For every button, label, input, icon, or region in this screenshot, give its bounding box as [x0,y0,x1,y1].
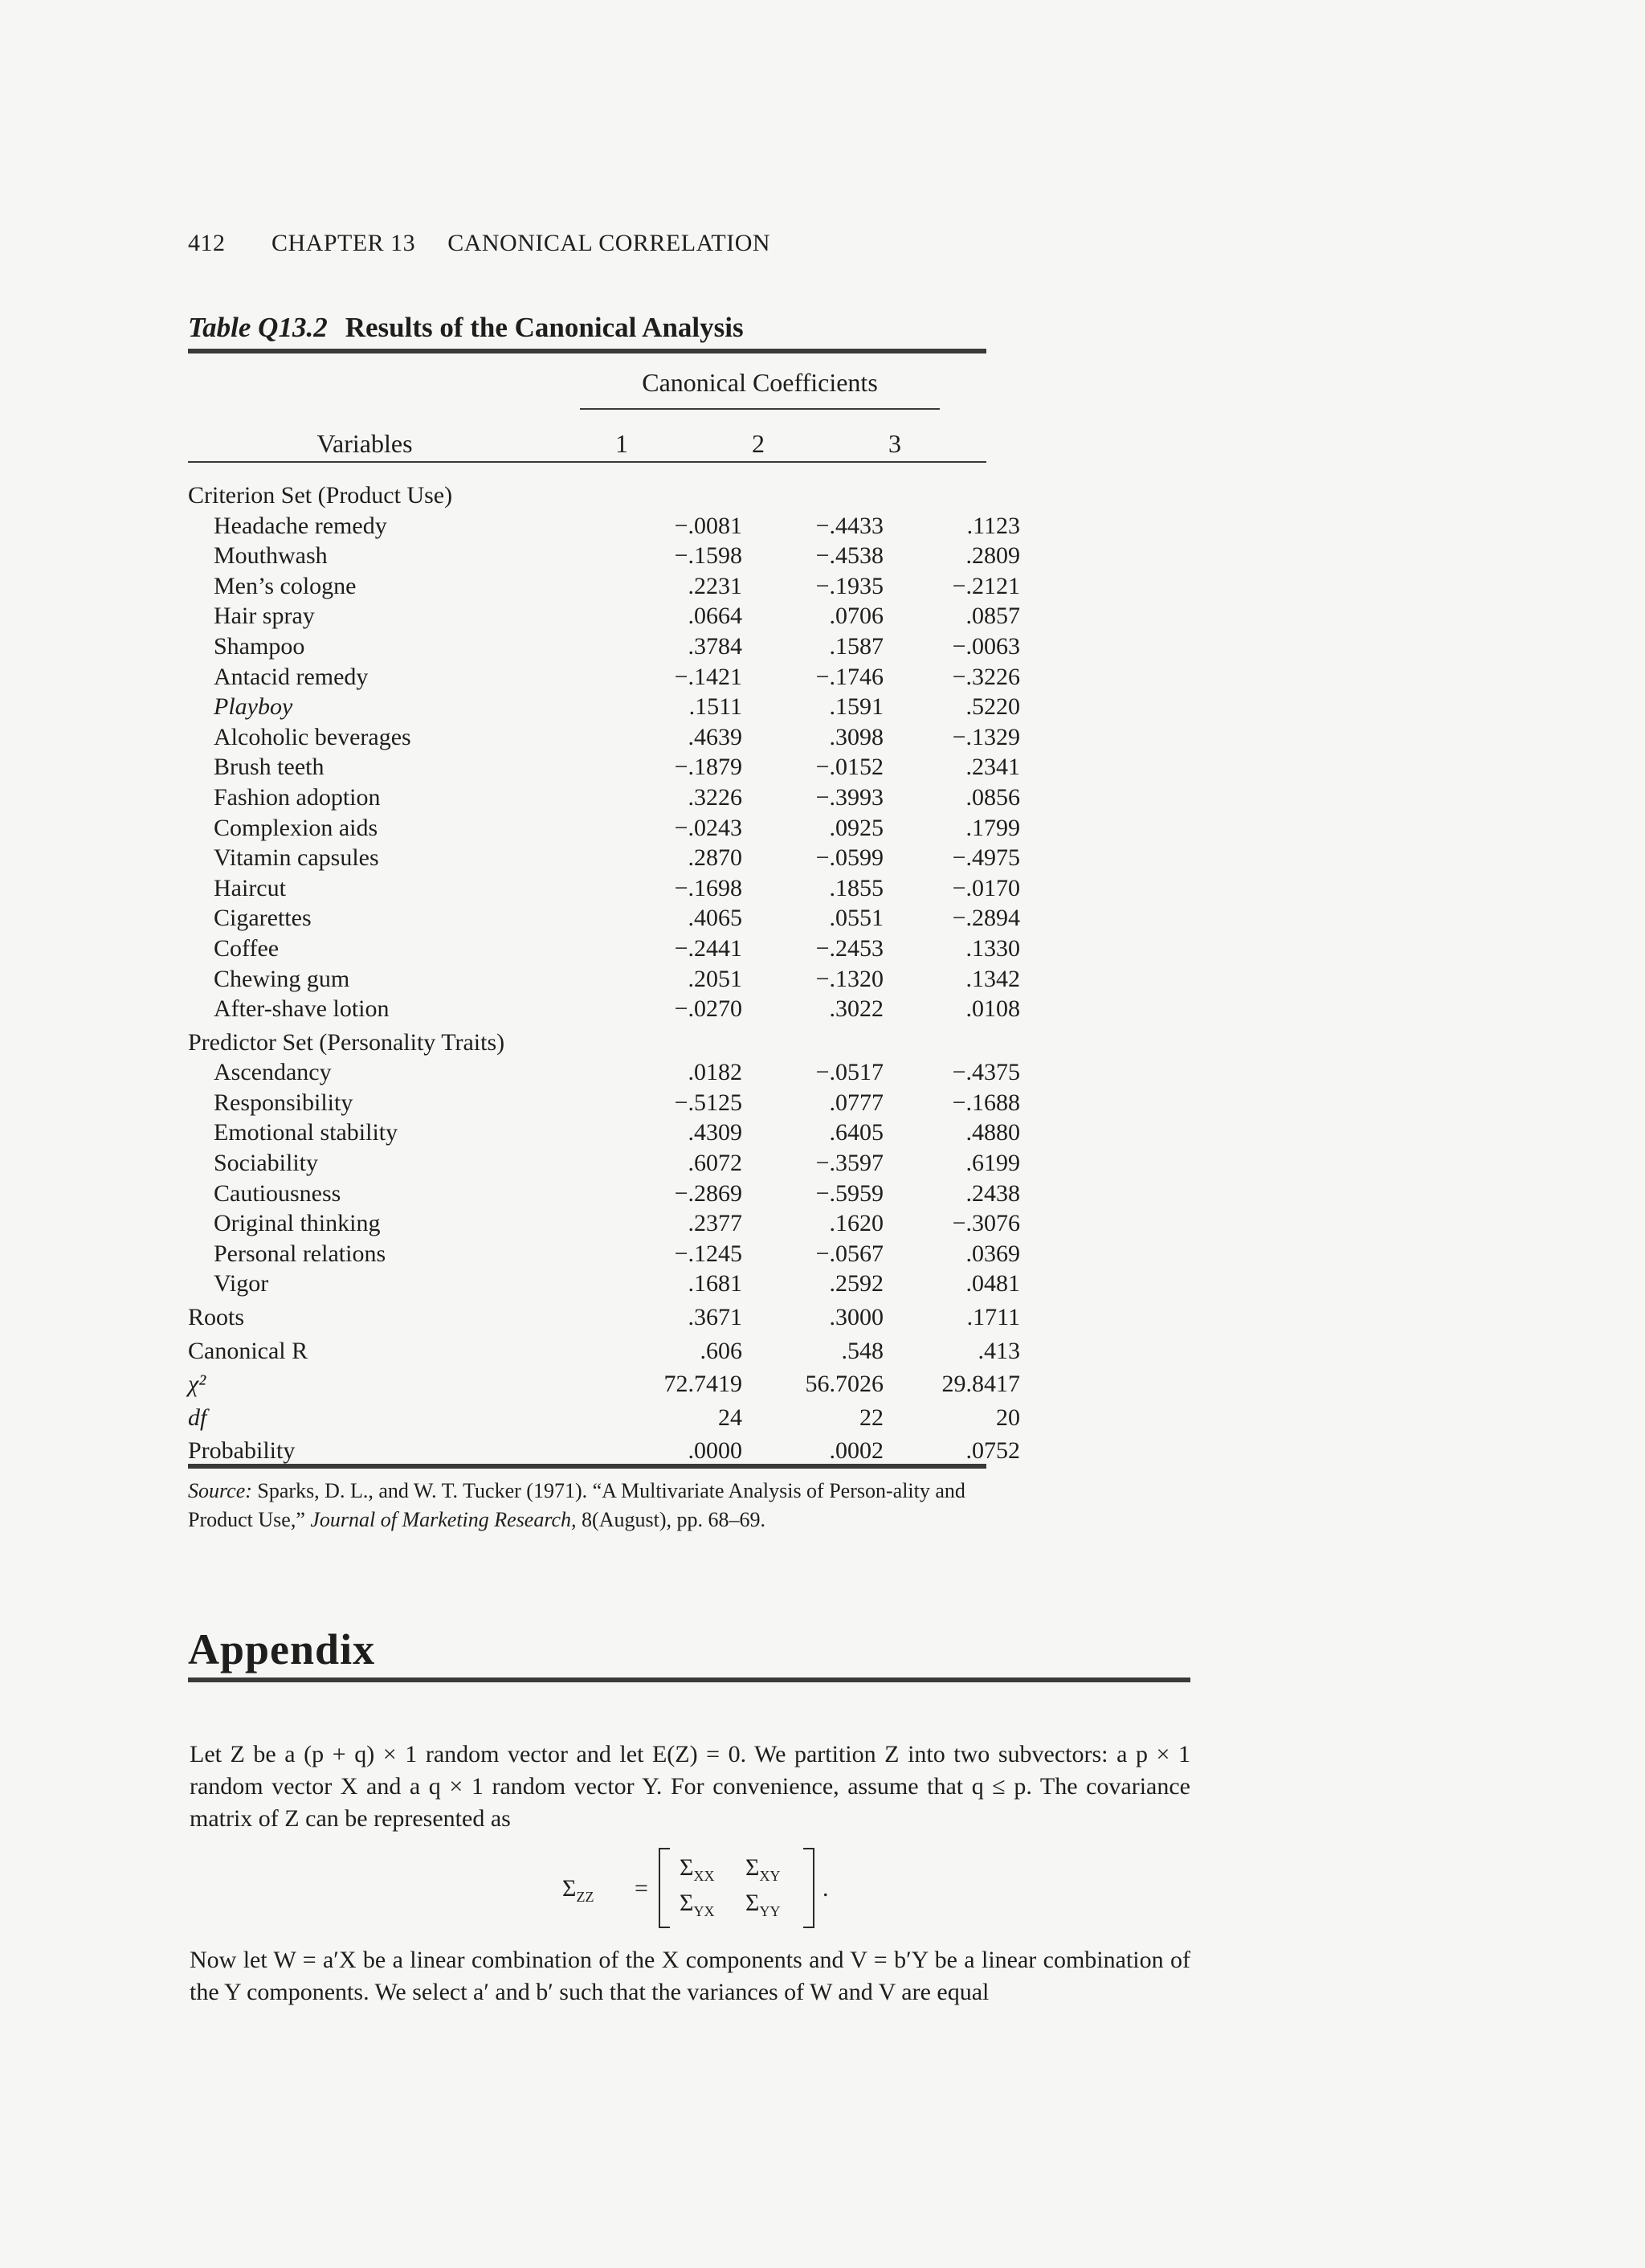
page-number: 412 [188,230,226,256]
coefficient-cell-2: −.1320 [815,965,884,992]
header-bottom-rule [188,461,986,463]
coefficient-cell-2: .1591 [829,693,884,721]
coefficient-cell-3: −.3226 [952,663,1020,690]
table-row [188,994,1020,1024]
coefficient-cell-1: −.0243 [674,814,742,841]
row-label: Vitamin capsules [214,844,379,872]
coefficient-cell-1: .1681 [688,1270,742,1297]
row-label: Cautiousness [214,1179,341,1207]
coefficient-cell-1: −.1698 [674,874,742,901]
coefficient-cell-3: .2809 [965,542,1020,570]
appendix-paragraph-2: Now let W = a′X be a linear combination of the X components and V = b′Y be a linear combination of the Y components. We select a′ and b′ such that the variances of W and V are equal [190,1947,1190,2005]
coefficient-cell-2: .0777 [829,1089,884,1116]
row-label: Ascendancy [214,1059,332,1086]
row-label: Emotional stability [214,1119,398,1146]
table-row [188,1057,1020,1088]
coefficient-cell-1: −.2441 [674,934,742,962]
coefficient-cell-3: −.1688 [952,1089,1020,1116]
table-row [188,631,1020,662]
column-header-1: 1 [615,429,628,458]
coefficient-cell-2: .1620 [829,1210,884,1237]
coefficient-cell-3: .0752 [965,1437,1020,1465]
table-row [188,541,1020,571]
row-label: Complexion aids [214,814,378,841]
variables-header: Variables [316,429,413,458]
coefficient-cell-3: .0856 [965,783,1020,811]
coefficient-cell-2: −.0567 [815,1240,884,1267]
coefficient-cell-3: .1342 [965,965,1020,992]
table-row [188,662,1020,693]
chapter-title: CANONICAL CORRELATION [447,230,771,256]
table-row [188,934,1020,964]
table-group-row [188,1436,1020,1466]
coefficient-cell-2: .1855 [829,874,884,901]
equation-period: . [822,1875,829,1902]
coefficient-cell-3: 20 [996,1404,1020,1431]
coefficient-cell-1: .606 [700,1337,742,1364]
appendix-rule [188,1678,1190,1682]
matrix-cell-xx: $\Sigma_{XX}$ [680,1854,715,1884]
table-body [188,480,1020,1466]
row-label: Fashion adoption [214,783,381,811]
matrix-cell-yx: $\Sigma_{YX}$ [680,1890,715,1919]
coefficient-cell-1: .0664 [688,603,742,630]
coefficient-cell-3: .2341 [965,754,1020,781]
coefficient-cell-3: .1711 [966,1304,1020,1331]
coefficient-cell-1: −.0270 [674,995,742,1023]
coefficient-cell-3: .1123 [966,512,1020,539]
table-label: Table Q13.2 [188,312,328,343]
row-label: Shampoo [214,632,305,660]
table-caption: Results of the Canonical Analysis [345,312,744,343]
coefficient-cell-3: .0108 [965,995,1020,1023]
table-row [188,511,1020,541]
equals-sign: = [635,1875,648,1902]
table-row [188,722,1020,753]
coefficient-cell-2: .3022 [829,995,884,1023]
source-authors: Sparks, D. L., and W. T. Tucker (1971). “A Multivariate Analysis of Person-ality and Product Use,” [188,1479,965,1531]
row-label: Brush teeth [214,754,325,781]
table-bottom-rule [188,1464,986,1469]
chapter-label: CHAPTER 13 [271,230,416,256]
coefficient-cell-2: 22 [859,1404,884,1431]
coefficient-cell-1: −.1598 [674,542,742,570]
table-group-row [188,1336,1020,1367]
row-label: Criterion Set (Product Use) [188,482,453,509]
table-top-rule [188,349,986,353]
coefficient-cell-1: −.5125 [674,1089,742,1116]
row-label: Playboy [214,693,293,721]
coefficient-cell-2: .0706 [829,603,884,630]
matrix-cell-xy: $\Sigma_{XY}$ [745,1854,781,1884]
coefficient-cell-2: −.0152 [815,754,884,781]
coefficient-cell-3: .0857 [965,603,1020,630]
span-header-rule [580,408,940,410]
row-label: Alcoholic beverages [214,723,411,750]
coefficient-cell-3: −.4975 [952,844,1020,872]
coefficient-cell-3: −.2121 [952,572,1020,599]
table-row [188,601,1020,631]
coefficient-cell-2: .3000 [829,1304,884,1331]
matrix-cell-yy: $\Sigma_{YY}$ [745,1890,781,1919]
coefficient-cell-1: .3226 [688,783,742,811]
column-header-2: 2 [752,429,765,458]
coefficient-cell-2: .2592 [829,1270,884,1297]
coefficient-cell-1: .0000 [688,1437,742,1465]
row-label: Men’s cologne [214,572,357,599]
coefficient-cell-1: −.2869 [674,1179,742,1207]
table-source-note [188,1477,986,1534]
table-row [188,752,1020,783]
table-row [188,1208,1020,1239]
row-label: Headache remedy [214,512,387,539]
coefficient-cell-2: .3098 [829,723,884,750]
right-bracket [803,1848,814,1928]
coefficient-cell-2: −.1746 [815,663,884,690]
coefficient-cell-3: .413 [978,1337,1020,1364]
coefficient-cell-2: −.3597 [815,1150,884,1177]
coefficient-cell-1: .2870 [688,844,742,872]
coefficient-cell-1: .2377 [688,1210,742,1237]
coefficient-cell-1: −.0081 [674,512,742,539]
table-row [188,1179,1020,1209]
coefficient-cell-3: .1799 [965,814,1020,841]
coefficient-cell-1: .0182 [688,1059,742,1086]
coefficient-cell-2: −.0517 [815,1059,884,1086]
row-label: Personal relations [214,1240,386,1267]
table-row [188,1148,1020,1179]
table-row [188,783,1020,813]
coefficient-cell-2: .0925 [829,814,884,841]
row-label: df [188,1404,207,1431]
coefficient-cell-1: .2051 [688,965,742,992]
coefficient-cell-2: −.1935 [815,572,884,599]
row-label: Cigarettes [214,905,312,932]
coefficient-cell-3: .4880 [965,1119,1020,1146]
table-row [188,692,1020,722]
table-group-row [188,1028,986,1058]
coefficient-cell-1: −.1245 [674,1240,742,1267]
source-journal: Journal of Marketing Research, [310,1508,577,1531]
coefficient-cell-2: 56.7026 [805,1371,884,1398]
coefficient-cell-1: −.1421 [674,663,742,690]
coefficient-cell-1: .3784 [688,632,742,660]
row-label: χ² [188,1371,206,1398]
table-group-row [188,1403,1020,1433]
coefficient-cell-3: .1330 [965,934,1020,962]
coefficient-cell-3: .0369 [965,1240,1020,1267]
row-label: Mouthwash [214,542,328,570]
table-group-row [188,1369,1020,1400]
coefficient-cell-2: −.4433 [815,512,884,539]
coefficient-cell-2: −.5959 [815,1179,884,1207]
coefficient-cell-2: .0002 [829,1437,884,1465]
coefficient-cell-3: .6199 [965,1150,1020,1177]
row-label: Coffee [214,934,280,962]
matrix-lhs: $\Sigma_{ZZ}$ [562,1875,594,1905]
coefficient-cell-2: .1587 [829,632,884,660]
table-title [188,312,744,344]
row-label: Hair spray [214,603,315,630]
covariance-matrix-equation [562,1848,916,1928]
row-label: Vigor [214,1270,269,1297]
coefficient-cell-1: .1511 [688,693,742,721]
table-row [188,1269,1020,1299]
coefficient-cell-1: 72.7419 [663,1371,742,1398]
table-row [188,571,1020,602]
row-label: Antacid remedy [214,663,369,690]
row-label: Haircut [214,874,286,901]
coefficient-cell-1: .3671 [688,1304,742,1331]
left-bracket [659,1848,670,1928]
row-label: Sociability [214,1150,318,1177]
coefficient-cell-1: −.1879 [674,754,742,781]
table-row [188,964,1020,995]
coefficient-cell-2: −.0599 [815,844,884,872]
coefficient-cell-1: .4309 [688,1119,742,1146]
row-label: After-shave lotion [214,995,390,1023]
running-head [188,230,770,257]
coefficient-cell-1: 24 [718,1404,742,1431]
table-row [188,903,1020,934]
appendix-paragraph-1: Let Z be a (p + q) × 1 random vector and let E(Z) = 0. We partition Z into two subvectors: a p × 1 random vector X and a q × 1 random vector Y. For convenience, assume that q ≤ p. The covariance matrix of Z can be represented as [190,1741,1190,1832]
table-group-row [188,480,986,511]
coefficient-cell-2: −.2453 [815,934,884,962]
coefficient-cell-2: .6405 [829,1119,884,1146]
coefficient-cell-3: −.4375 [952,1059,1020,1086]
row-label: Probability [188,1437,296,1465]
coefficient-cell-1: .4639 [688,723,742,750]
coefficient-cell-1: .2231 [688,572,742,599]
table-row [188,1239,1020,1269]
coefficient-cell-3: −.1329 [952,723,1020,750]
coefficient-cell-1: .4065 [688,905,742,932]
coefficient-cell-3: −.0170 [952,874,1020,901]
table-row [188,1118,1020,1148]
table-row [188,813,1020,844]
appendix-heading: Appendix [188,1625,376,1673]
row-label: Responsibility [214,1089,353,1116]
row-label: Predictor Set (Personality Traits) [188,1028,505,1056]
coefficient-cell-3: 29.8417 [941,1371,1020,1398]
source-label: Source: [188,1479,252,1502]
coefficient-cell-3: .0481 [965,1270,1020,1297]
coefficient-cell-3: .5220 [965,693,1020,721]
source-rest: 8(August), pp. 68–69. [582,1508,765,1531]
coefficient-cell-2: −.4538 [815,542,884,570]
column-header-3: 3 [888,429,901,458]
row-label: Roots [188,1304,245,1331]
row-label: Canonical R [188,1337,308,1364]
coefficient-cell-3: −.3076 [952,1210,1020,1237]
row-label: Original thinking [214,1210,381,1237]
coefficient-cell-3: −.2894 [952,905,1020,932]
table-group-row [188,1302,1020,1333]
coefficient-cell-2: .548 [841,1337,884,1364]
coefficient-cell-2: .0551 [829,905,884,932]
canonical-coefficients-header: Canonical Coefficients [642,368,878,397]
table-row [188,873,1020,904]
coefficient-cell-1: .6072 [688,1150,742,1177]
coefficient-cell-2: −.3993 [815,783,884,811]
table-row [188,843,1020,873]
row-label: Chewing gum [214,965,350,992]
coefficient-cell-3: .2438 [965,1179,1020,1207]
table-row [188,1088,1020,1118]
coefficient-cell-3: −.0063 [952,632,1020,660]
